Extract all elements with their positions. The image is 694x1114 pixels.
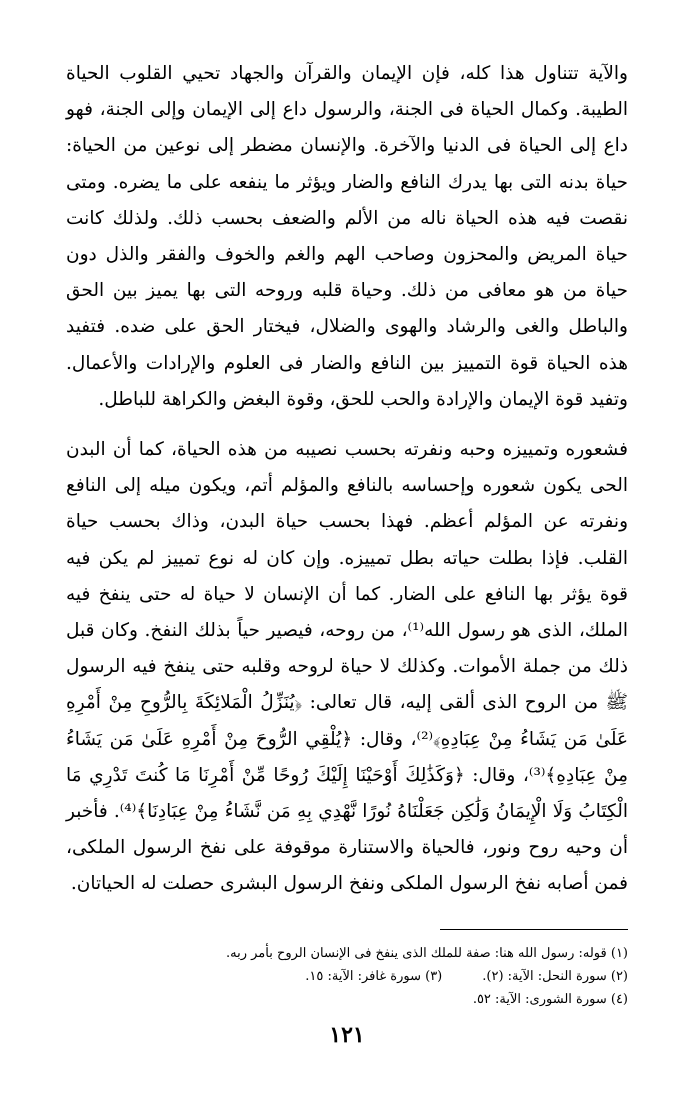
body-paragraph-2: فشعوره وتمييزه وحبه ونفرته بحسب نصيبه من هذه الحياة، كما أن البدن الحى يكون شعوره وإحساسه بالنافع والمؤلم أتم، ويكون ميله إلى النافع ونفرته عن المؤلم أعظم. فهذا بحسب حياة البدن، وذاك بحسب حياة القلب. فإذا بطلت حياته بطل تمييزه. وإن كان له نوع تمييز لم يكن فيه قوة يؤثر بها النافع على الضار. كما أن الإنسان لا حياة له حتى ينفخ فيه الملك، الذى هو رسول الله⁽¹⁾، من روحه، فيصير حياً بذلك النفخ. وكان قبل ذلك من جملة الأموات. وكذلك لا حياة لروحه وقلبه حتى ينفخ فيه الرسول ﷺ من الروح الذى ألقى إليه، قال تعالى: ﴿يُنَزِّلُ الْمَلائِكَةَ بِالرُّوحِ مِنْ أَمْرِهِ عَلَىٰ مَن يَشَاءُ مِنْ عِبَادِهِ﴾⁽²⁾، وقال: ﴿يُلْقِي الرُّوحَ مِنْ أَمْرِهِ عَلَىٰ مَن يَشَاءُ مِنْ عِبَادِهِ﴾⁽³⁾، وقال: ﴿وَكَذَٰلِكَ أَوْحَيْنَا إِلَيْكَ رُوحًا مِّنْ أَمْرِنَا مَا كُنتَ تَدْرِي مَا الْكِتَابُ وَلَا الْإِيمَانُ وَلَٰكِن جَعَلْنَاهُ نُورًا نَّهْدِي بِهِ مَن نَّشَاءُ مِنْ عِبَادِنَا﴾⁽⁴⁾. فأخبر أن وحيه روح ونور، فالحياة والاستنارة موقوفة على نفخ الرسول الملكى، فمن أصابه نفخ الرسول الملكى ونفخ الرسول البشرى حصلت له الحياتان. (66, 439, 628, 895)
footnote-row-2-3 (66, 965, 628, 988)
body-paragraph-1: والآية تتناول هذا كله، فإن الإيمان والقرآن والجهاد تحيي القلوب الحياة الطيبة. وكمال الحياة فى الجنة، والرسول داع إلى الإيمان وإلى الجنة، فهو داع إلى الحياة فى الدنيا والآخرة. والإنسان مضطر إلى نوعين من الحياة: حياة بدنه التى بها يدرك النافع والضار ويؤثر ما ينفعه على ما يضره. ومتى نقصت فيه هذه الحياة ناله من الألم والضعف بحسب ذلك. ولذلك كانت حياة المريض والمحزون وصاحب الهم والغم والخوف والفقر والذل دون حياة من هو معافى من ذلك. وحياة قلبه وروحه التى بها يميز بين الحق والباطل والغى والرشاد والهوى والضلال، فيختار الحق على ضده. فتفيد هذه الحياة قوة التمييز بين النافع والضار فى العلوم والإرادات والأعمال. وتفيد قوة الإيمان والإرادة والحب للحق، وقوة البغض والكراهة للباطل. (66, 63, 628, 410)
footnote-4: (٤) سورة الشورى: الآية: ٥٢. (472, 991, 628, 1007)
footnote-2: (٢) سورة النحل: الآية: (٢). (482, 968, 628, 984)
footnote-1: (١) قوله: رسول الله هنا: صفة للملك الذى ينفخ فى الإنسان الروح بأمر ربه. (225, 945, 628, 961)
footnote-divider (440, 929, 628, 930)
footnotes (66, 942, 628, 1011)
page-number: ١٢١ (329, 1022, 365, 1048)
footnote-3: (٣) سورة غافر: الآية: ١٥. (305, 968, 443, 984)
